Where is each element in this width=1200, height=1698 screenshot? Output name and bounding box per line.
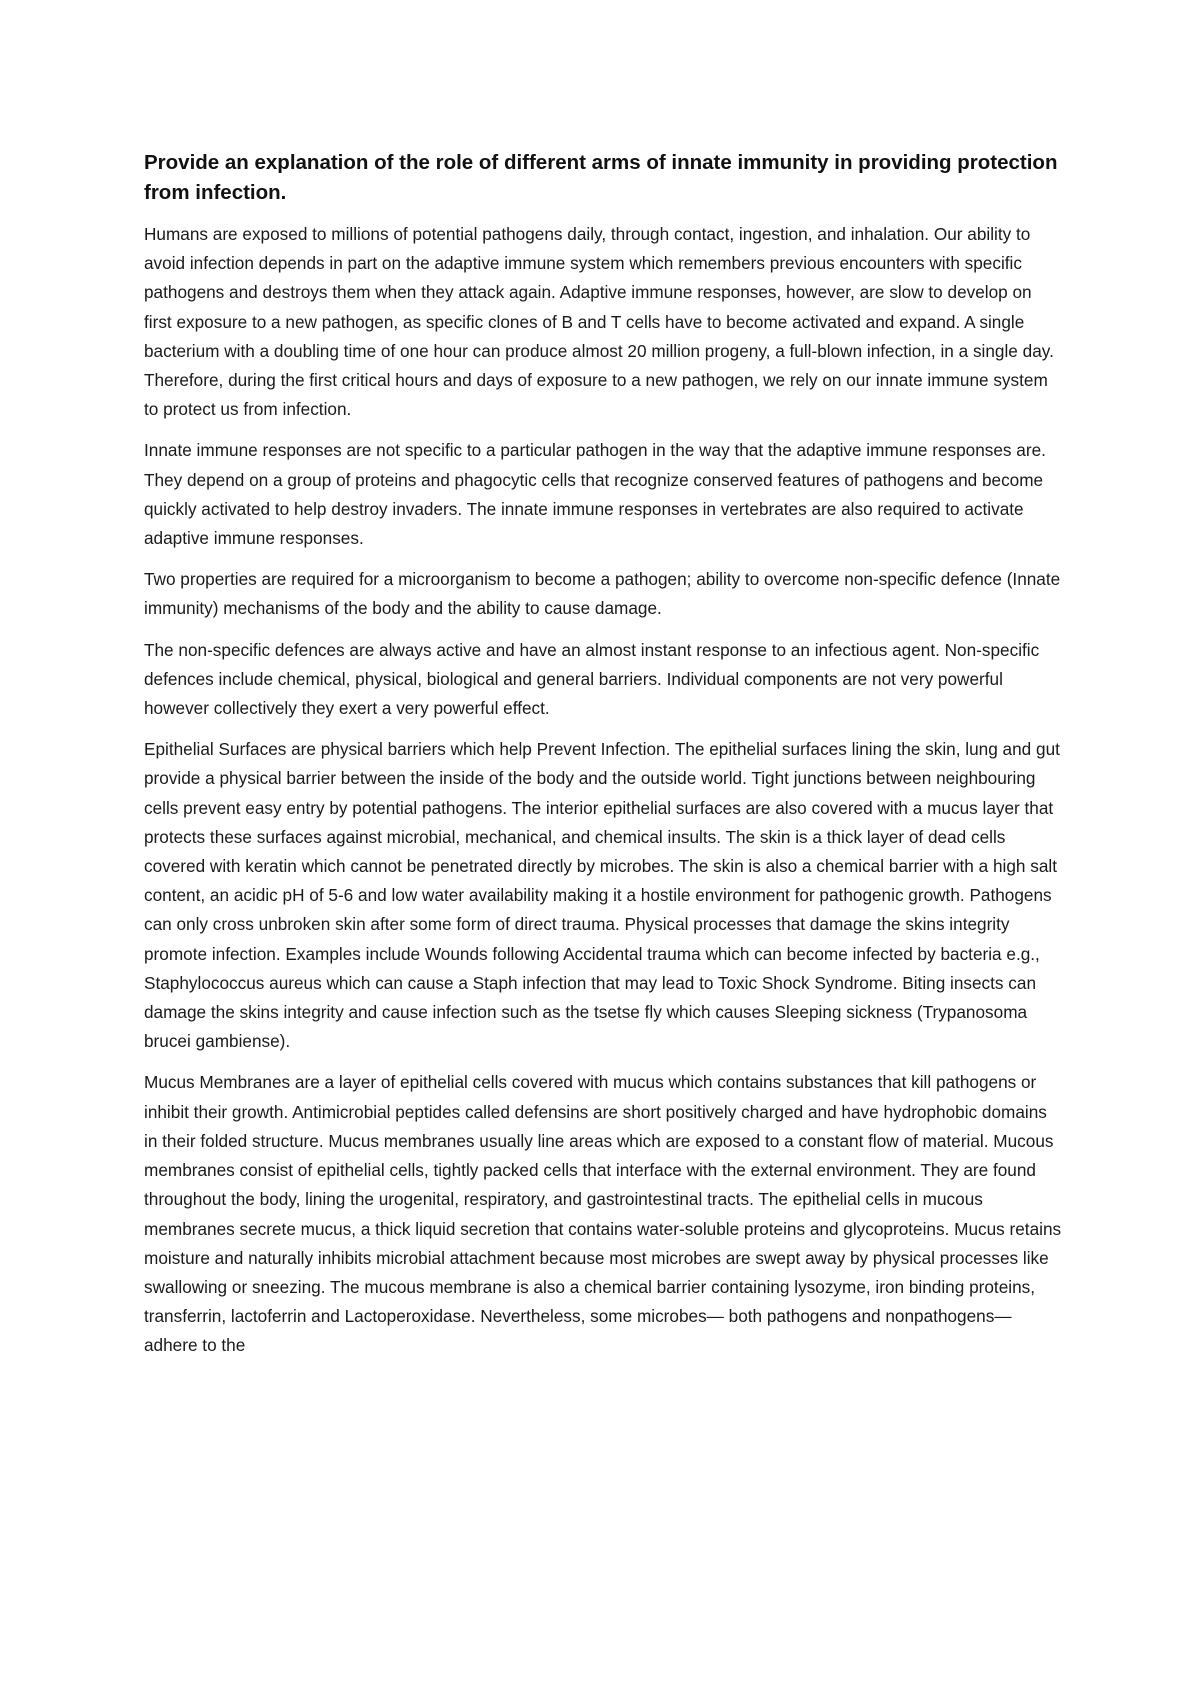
document-page bbox=[144, 148, 1064, 1373]
paragraph-pathogen-properties: Two properties are required for a microorganism to become a pathogen; ability to overcome non-specific defence (Innate immunity) mechanisms of the body and the ability to cause damage. bbox=[144, 569, 1061, 619]
paragraph-epithelial-surfaces: Epithelial Surfaces are physical barriers which help Prevent Infection. The epithelial surfaces lining the skin, lung and gut provide a physical barrier between the inside of the body and the outside world. Tight junctions between neighbouring cells prevent easy entry by potential pathogens. The interior epithelial surfaces are also covered with a mucus layer that protects these surfaces against microbial, mechanical, and chemical insults. The skin is a thick layer of dead cells covered with keratin which cannot be penetrated directly by microbes. The skin is also a chemical barrier with a high salt content, an acidic pH of 5-6 and low water availability making it a hostile environment for pathogenic growth. Pathogens can only cross unbroken skin after some form of direct trauma. Physical processes that damage the skins integrity promote infection. Examples include Wounds following Accidental trauma which can become infected by bacteria e.g., Staphylococcus aureus which can cause a Staph infection that may lead to Toxic Shock Syndrome. Biting insects can damage the skins integrity and cause infection such as the tsetse fly which causes Sleeping sickness (Trypanosoma brucei gambiense). bbox=[144, 739, 1060, 1052]
paragraph-non-specific-defences: The non-specific defences are always active and have an almost instant response to an infectious agent. Non-specific defences include chemical, physical, biological and general barriers. Individual components are not very powerful however collectively they exert a very powerful effect. bbox=[144, 639, 1040, 719]
paragraph-innate-responses: Innate immune responses are not specific to a particular pathogen in the way that the adaptive immune responses are. They depend on a group of proteins and phagocytic cells that recognize conserved features of pathogens and become quickly activated to help destroy invaders. The innate immune responses in vertebrates are also required to activate adaptive immune responses. bbox=[144, 440, 1046, 549]
document-title: Provide an explanation of the role of different arms of innate immunity in providing protection from infection. bbox=[144, 151, 1058, 204]
paragraph-mucus-membranes: Mucus Membranes are a layer of epithelial cells covered with mucus which contains substances that kill pathogens or inhibit their growth. Antimicrobial peptides called defensins are short positively charged and have hydrophobic domains in their folded structure. Mucus membranes usually line areas which are exposed to a constant flow of material. Mucous membranes consist of epithelial cells, tightly packed cells that interface with the external environment. They are found throughout the body, lining the urogenital, respiratory, and gastrointestinal tracts. The epithelial cells in mucous membranes secrete mucus, a thick liquid secretion that contains water-soluble proteins and glycoproteins. Mucus retains moisture and naturally inhibits microbial attachment because most microbes are swept away by physical processes like swallowing or sneezing. The mucous membrane is also a chemical barrier containing lysozyme, iron binding proteins, transferrin, lactoferrin and Lactoperoxidase. Nevertheless, some microbes— both pathogens and nonpathogens— adhere to the bbox=[144, 1072, 1062, 1356]
paragraph-intro: Humans are exposed to millions of potential pathogens daily, through contact, ingestion, and inhalation. Our ability to avoid infection depends in part on the adaptive immune system which remembers previous encounters with specific pathogens and destroys them when they attack again. Adaptive immune responses, however, are slow to develop on first exposure to a new pathogen, as specific clones of B and T cells have to become activated and expand. A single bacterium with a doubling time of one hour can produce almost 20 million progeny, a full-blown infection, in a single day. Therefore, during the first critical hours and days of exposure to a new pathogen, we rely on our innate immune system to protect us from infection. bbox=[144, 224, 1054, 420]
